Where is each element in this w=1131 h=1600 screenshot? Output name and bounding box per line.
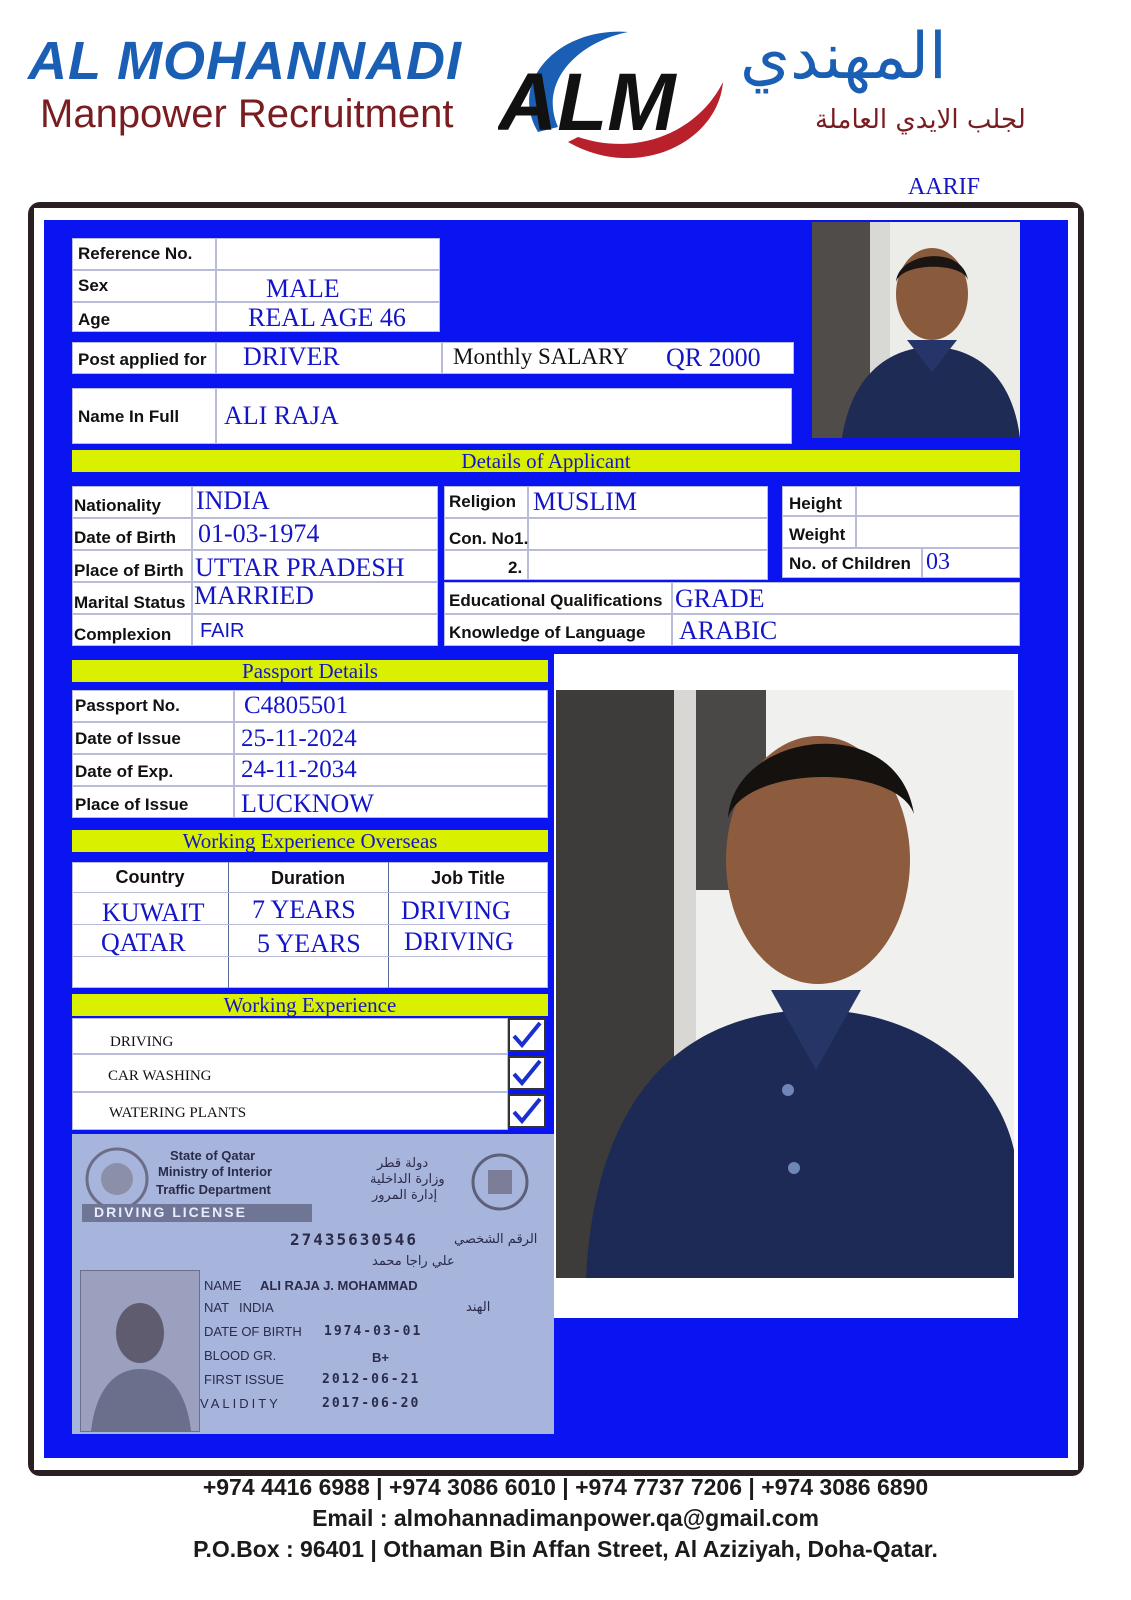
- overseas-section-header: Working Experience Overseas: [72, 830, 548, 852]
- overseas-header-country: Country: [115, 867, 185, 887]
- experience-item-car-washing: CAR WASHING: [108, 1068, 212, 1084]
- driving-license-image: [72, 1134, 554, 1434]
- salary-label: Monthly SALARY: [453, 344, 629, 369]
- overseas-row1-job: DRIVING: [401, 896, 511, 925]
- weight-label: Weight: [789, 525, 846, 544]
- license-ar-line1: دولة قطر: [377, 1156, 429, 1171]
- overseas-row2-job: DRIVING: [404, 927, 514, 956]
- license-blood-value: B+: [372, 1350, 389, 1365]
- edu-value: GRADE: [675, 584, 765, 613]
- license-photo: [80, 1270, 200, 1432]
- license-ar-line3: إدارة المرور: [372, 1188, 438, 1203]
- place-label: Place of Issue: [75, 795, 189, 814]
- passport-no-label: Passport No.: [75, 696, 180, 715]
- alm-logo: [498, 22, 728, 172]
- footer-address: P.O.Box : 96401 | Othaman Bin Affan Street, Al Aziziyah, Doha-Qatar.: [193, 1536, 938, 1562]
- passport-no-value: C4805501: [244, 692, 349, 719]
- religion-label: Religion: [449, 492, 517, 511]
- license-first-value: 2012-06-21: [322, 1372, 421, 1387]
- brand-arabic-subtitle: لجلب الايدي العاملة: [815, 105, 1026, 135]
- license-validity-label: VALIDITY: [200, 1396, 281, 1411]
- overseas-rule-1: [72, 892, 548, 893]
- check-icon: [510, 1058, 544, 1088]
- sex-value: MALE: [266, 274, 340, 303]
- overseas-header-duration: Duration: [271, 868, 345, 888]
- con1-value-cell: [528, 518, 768, 550]
- issue-label: Date of Issue: [75, 729, 181, 748]
- applicant-photo-large-frame: [554, 654, 1018, 1318]
- con2-label: 2.: [508, 558, 523, 577]
- license-ar-line2: وزارة الداخلية: [370, 1172, 445, 1187]
- experience-check-1[interactable]: [508, 1018, 546, 1052]
- edu-label: Educational Qualifications: [449, 591, 663, 610]
- license-name-value: ALI RAJA J. MOHAMMAD: [260, 1278, 418, 1293]
- portrait-small-graphic: [812, 222, 1020, 438]
- license-nat-label: NAT: [204, 1300, 230, 1315]
- details-section-header: Details of Applicant: [72, 450, 1020, 472]
- con2-value-cell: [528, 550, 768, 580]
- post-value: DRIVER: [243, 342, 340, 371]
- experience-check-3[interactable]: [508, 1094, 546, 1128]
- license-banner-text: DRIVING LICENSE: [94, 1204, 247, 1220]
- experience-item-watering-plants: WATERING PLANTS: [109, 1105, 247, 1121]
- footer-email[interactable]: Email : almohannadimanpower.qa@gmail.com: [312, 1505, 819, 1531]
- age-value: REAL AGE 46: [248, 303, 406, 332]
- check-icon: [510, 1096, 544, 1126]
- brand-name: AL MOHANNADI: [28, 31, 462, 91]
- sex-label: Sex: [78, 276, 109, 295]
- passport-section-header: Passport Details: [72, 660, 548, 682]
- footer-phones: +974 4416 6988 | +974 3086 6010 | +974 7737 7206 | +974 3086 6890: [202, 1474, 929, 1500]
- exp-label: Date of Exp.: [75, 762, 174, 781]
- children-label: No. of Children: [789, 554, 911, 573]
- overseas-row2-duration: 5 YEARS: [257, 929, 361, 958]
- license-dob-value: 1974-03-01: [324, 1324, 423, 1339]
- experience-item-driving: DRIVING: [110, 1034, 174, 1050]
- experience-section-header: Working Experience: [72, 994, 548, 1016]
- license-dob-label: DATE OF BIRTH: [204, 1324, 302, 1339]
- pob-label: Place of Birth: [74, 561, 184, 580]
- check-icon: [510, 1020, 544, 1050]
- age-label: Age: [78, 310, 111, 329]
- religion-value: MUSLIM: [533, 487, 638, 516]
- license-en-line3: Traffic Department: [156, 1182, 271, 1197]
- license-ar-number-label: الرقم الشخصي: [454, 1232, 538, 1247]
- overseas-row1-country: KUWAIT: [102, 898, 205, 927]
- ministry-emblem-icon: [470, 1152, 530, 1212]
- license-en-line2: Ministry of Interior: [158, 1164, 273, 1179]
- license-ar-nat: الهند: [466, 1300, 491, 1315]
- license-ar-name: علي راجا محمد: [372, 1254, 455, 1269]
- marital-value: MARRIED: [194, 581, 314, 610]
- license-name-label: NAME: [204, 1278, 242, 1293]
- license-nat-value: INDIA: [239, 1300, 274, 1315]
- license-en-line1: State of Qatar: [170, 1148, 256, 1163]
- pob-value: UTTAR PRADESH: [195, 553, 405, 582]
- reference-value-cell: [216, 238, 440, 270]
- license-first-label: FIRST ISSUE: [204, 1372, 284, 1387]
- license-number: 27435630546: [290, 1230, 418, 1249]
- height-label: Height: [789, 494, 842, 513]
- nationality-value: INDIA: [196, 486, 270, 515]
- overseas-header-job: Job Title: [431, 868, 505, 888]
- overseas-row1-duration: 7 YEARS: [252, 895, 356, 924]
- experience-check-2[interactable]: [508, 1056, 546, 1090]
- complexion-label: Complexion: [74, 625, 172, 644]
- name-value: ALI RAJA: [224, 401, 339, 430]
- brand-arabic-name: المهندي: [740, 20, 947, 94]
- dob-value: 01-03-1974: [198, 519, 320, 548]
- logo-text: ALM: [498, 57, 676, 148]
- weight-value-cell: [856, 516, 1020, 548]
- nationality-label: Nationality: [74, 496, 161, 515]
- lang-label: Knowledge of Language: [449, 623, 646, 642]
- exp-value: 24-11-2034: [241, 756, 357, 783]
- brand-subtitle: Manpower Recruitment: [40, 92, 454, 136]
- agent-name: AARIF: [908, 174, 981, 200]
- con1-label: Con. No1.: [449, 529, 529, 548]
- license-validity-value: 2017-06-20: [322, 1396, 421, 1411]
- license-portrait-graphic: [81, 1271, 199, 1431]
- dob-label: Date of Birth: [74, 528, 176, 547]
- reference-label: Reference No.: [78, 244, 193, 263]
- applicant-photo-small: [812, 222, 1020, 438]
- place-value: LUCKNOW: [241, 789, 374, 818]
- complexion-value: FAIR: [200, 620, 245, 642]
- height-value-cell: [856, 486, 1020, 516]
- marital-label: Marital Status: [74, 593, 186, 612]
- name-label: Name In Full: [78, 407, 180, 426]
- salary-value: QR 2000: [666, 343, 761, 372]
- lang-value: ARABIC: [679, 616, 778, 645]
- applicant-photo-large: [556, 690, 1014, 1278]
- license-blood-label: BLOOD GR.: [204, 1348, 277, 1363]
- overseas-row2-country: QATAR: [101, 928, 186, 957]
- post-label: Post applied for: [78, 350, 207, 369]
- issue-value: 25-11-2024: [241, 725, 357, 752]
- children-value: 03: [926, 549, 950, 575]
